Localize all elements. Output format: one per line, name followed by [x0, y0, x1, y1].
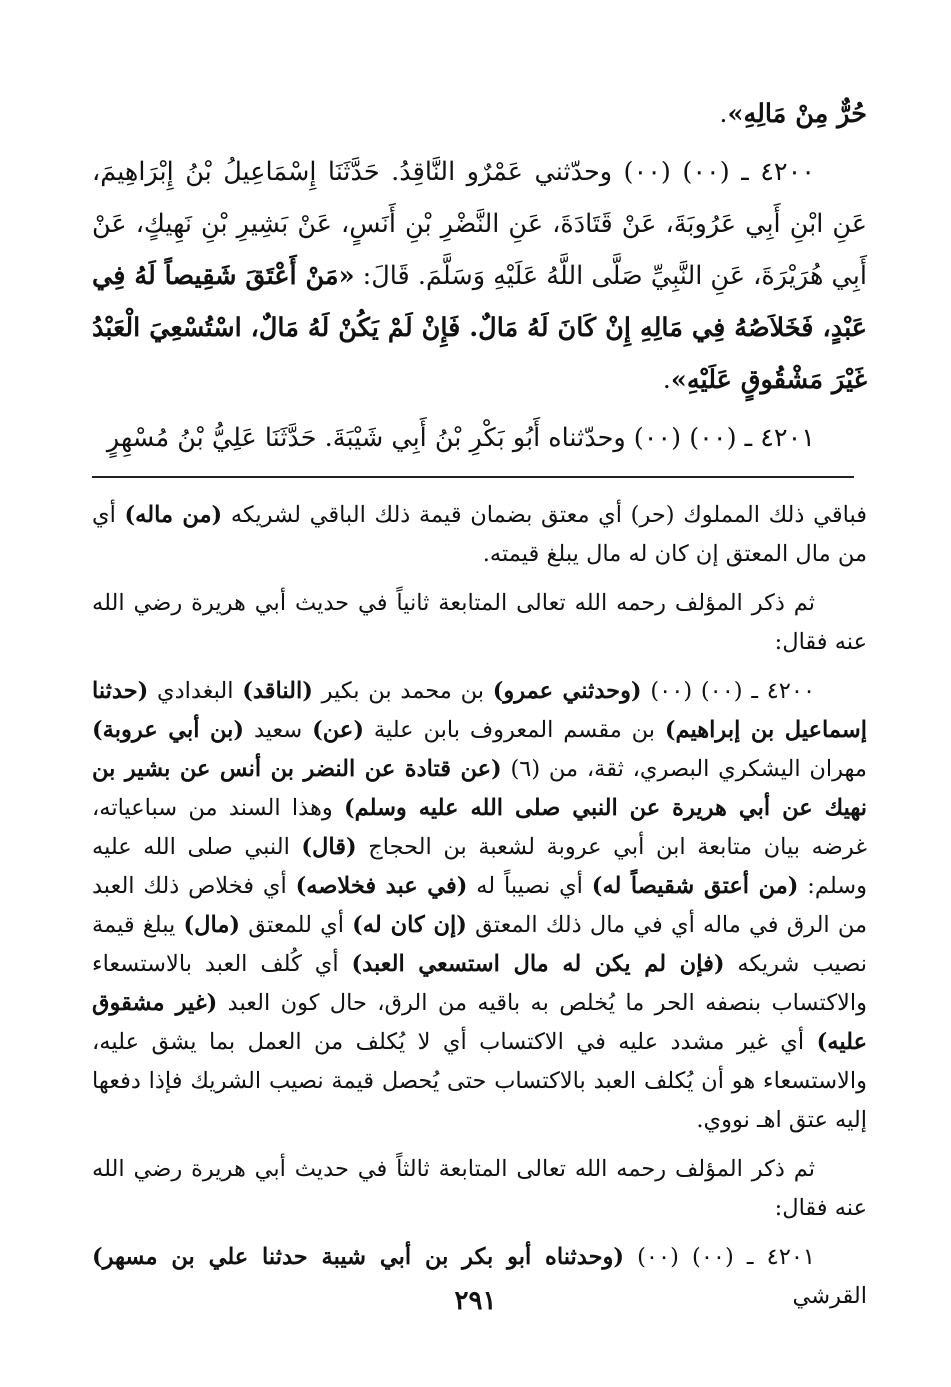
commentary-bold: (مال): [183, 912, 241, 938]
footnote-divider: [92, 476, 854, 478]
commentary-text: وهذا السند من سباعياته، غرضه بيان متابعة ابن أبي عروبة لشعبة بن الحجاج: [92, 795, 867, 860]
commentary-text: البغدادي: [157, 678, 234, 704]
commentary-text: مهران اليشكري البصري، ثقة، من (٦): [510, 756, 867, 782]
commentary-bold: (غير مشقوق عليه): [92, 990, 868, 1055]
commentary-bold: (حدثنا إسماعيل بن إبراهيم): [92, 678, 868, 743]
page-number: ٢٩١: [454, 1286, 497, 1316]
commentary-text: أي كُلف العبد بالاستسعاء والاكتساب بنصفه الحر ما يُخلص به باقيه من الرق، حال كون العبد: [92, 951, 868, 1016]
commentary-bold: (من أعتق شقيصاً له): [591, 873, 799, 899]
commentary-text: القرشي: [792, 1283, 867, 1309]
commentary-text: أي غير مشدد عليه في الاكتساب أي لا يُكلف من العمل بما يشق عليه، والاستسعاء هو أن يُكلف العبد بالاكتساب حتى يُحصل قيمة نصيب الشريك فإذا دفعها إليه عتق اهـ نووي.: [92, 1029, 867, 1133]
commentary: [92, 496, 867, 1316]
commentary-bold: (وحدثني عمرو): [492, 678, 642, 704]
commentary-text: النبي صلى الله عليه وسلم:: [92, 834, 868, 899]
hadith-paragraph-4200: [92, 146, 867, 406]
commentary-paragraph-3: [92, 672, 867, 1140]
commentary-text: أي للمعتق: [248, 912, 344, 938]
hadith-matn: «مَنْ أَعْتَقَ شَقِيصاً لَهُ فِي عَبْدٍ، فَخَلاَصُهُ فِي مَالِهِ إِنْ كَانَ لَهُ مَالٌ. فَإِنْ لَمْ يَكُنْ لَهُ مَالٌ، اسْتُسْعِيَ الْعَبْدُ غَيْرَ مَشْقُوقٍ عَلَيْهِ»: [92, 261, 867, 395]
commentary-bold: (بن أبي عروبة): [92, 717, 245, 743]
commentary-text: سعيد: [253, 717, 303, 743]
commentary-text: أي من مال المعتق إن كان له مال يبلغ قيمته.: [92, 502, 867, 567]
commentary-text: فباقي ذلك المملوك (حر) أي معتق بضمان قيمة ذلك الباقي لشريكه: [230, 502, 867, 528]
commentary-bold: (عن قتادة عن النضر بن أنس عن بشير بن نهيك عن أبي هريرة عن النبي صلى الله عليه وسلم): [92, 756, 867, 821]
hadith-isnad: ٤٢٠٠ ـ (٠٠) (٠٠) وحدّثني عَمْرٌو النَّاقِدُ. حَدَّثَنَا إِسْمَاعِيلُ بْنُ إِبْرَاهِيمَ، عَنِ ابْنِ أَبِي عَرُوبَةَ، عَنْ قَتَادَةَ، عَنِ النَّضْرِ بْنِ أَنَسٍ، عَنْ بَشِيرِ بْنِ نَهِيكٍ، عَنْ أَبِي هُرَيْرَةَ، عَنِ النَّبِيِّ صَلَّى اللَّهُ عَلَيْهِ وَسَلَّمَ. قَالَ:: [92, 157, 867, 291]
commentary-text: أي فخلاص ذلك العبد من الرق في ماله أي في مال ذلك المعتق: [92, 873, 868, 938]
commentary-text: يبلغ قيمة نصيب شريكه: [92, 912, 867, 977]
hadith-bold: حُرٌّ مِنْ مَالِهِ»: [727, 99, 867, 129]
commentary-bold: (عن): [312, 717, 364, 743]
commentary-bold: (قال): [301, 834, 357, 860]
commentary-text: ٤٢٠١ ـ (٠٠) (٠٠): [637, 1244, 815, 1270]
commentary-text: بن مقسم المعروف بابن علية: [373, 717, 655, 743]
commentary-bold: (فإن لم يكن له مال استسعي العبد): [351, 951, 725, 977]
commentary-bold: (من ماله): [124, 502, 223, 528]
commentary-text: بن محمد بن بكير: [321, 678, 484, 704]
commentary-paragraph-1: [92, 496, 867, 574]
hadith-text: [92, 88, 867, 464]
hadith-text-span: .: [719, 99, 728, 129]
commentary-bold: (الناقد): [242, 678, 313, 704]
hadith-paragraph-0: [92, 88, 867, 140]
hadith-paragraph-4201: ٤٢٠١ ـ (٠٠) (٠٠) وحدّثناه أَبُو بَكْرِ بْنُ أَبِي شَيْبَةَ. حَدَّثَنَا عَلِيُّ بْنُ مُسْهِرٍ: [106, 423, 815, 453]
hadith-text-span: .: [662, 365, 671, 395]
commentary-paragraph-2: ثم ذكر المؤلف رحمه الله تعالى المتابعة ثانياً في حديث أبي هريرة رضي الله عنه فقال:: [92, 590, 867, 655]
commentary-text: ٤٢٠٠ ـ (٠٠) (٠٠): [650, 678, 816, 704]
commentary-bold: (وحدثناه أبو بكر بن أبي شيبة حدثنا علي بن مسهر): [92, 1244, 624, 1270]
commentary-paragraph-4: ثم ذكر المؤلف رحمه الله تعالى المتابعة ثالثاً في حديث أبي هريرة رضي الله عنه فقال:: [92, 1156, 867, 1221]
commentary-bold: (في عبد فخلاصه): [295, 873, 468, 899]
commentary-bold: (إن كان له): [352, 912, 467, 938]
commentary-text: أي نصيباً له: [476, 873, 583, 899]
